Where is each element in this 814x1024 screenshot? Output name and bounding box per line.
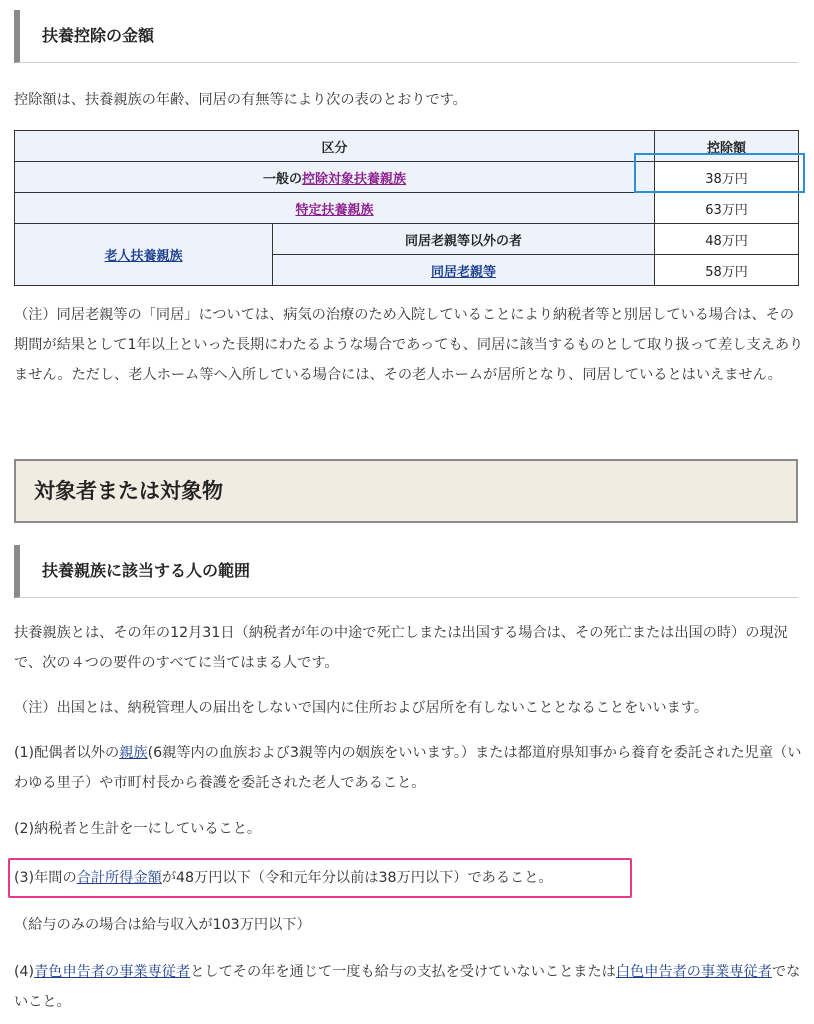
row-elderly-category (15, 224, 273, 286)
table-row (15, 193, 799, 224)
deduction-note-text: （注）同居老親等の「同居」については、病気の治療のため入院していることにより納税者等と別居している場合は、その期間が結果として1年以上といった長期にわたるような場合であっても、同居に該当するものとして取り扱って差し支えありません。ただし、老人ホーム等へ入所している場合には、その老人ホームが居所となり、同居しているとはいえません。 (14, 307, 804, 383)
scope-intro-text: 扶養親族とは、その年の12月31日（納税者が年の中途で死亡しまたは出国する場合は、その死亡または出国の時）の現況で、次の４つの要件のすべてに当てはまる人です。 (14, 625, 788, 671)
table-row (15, 224, 799, 255)
section-heading-deduction-amount: 扶養控除の金額 (14, 10, 798, 63)
highlight-box-income-requirement (8, 858, 632, 898)
row-general-prefix: 一般の (262, 171, 302, 187)
section-heading-target: 対象者または対象物 (14, 459, 798, 523)
link-elderly-dependent[interactable]: 老人扶養親族 (104, 249, 183, 264)
requirement-3: (3)年間の合計所得金額が48万円以下（令和元年分以前は38万円以下）であること。 (14, 870, 553, 886)
requirement-2: (2)納税者と生計を一にしていること。 (14, 821, 262, 837)
amount-general: 38万円 (655, 162, 799, 193)
requirement-4: (4)青色申告者の事業専従者としてその年を通じて一度も給与の支払を受けていないことまたは白色申告者の事業専従者でないこと。 (14, 964, 801, 1010)
link-relatives[interactable]: 親族 (119, 745, 148, 761)
amount-elderly-non-cohabiting: 48万円 (655, 224, 799, 255)
row-elderly-non-cohabiting: 同居老親等以外の者 (273, 224, 655, 255)
link-blue-return-family-employee[interactable]: 青色申告者の事業専従者 (34, 964, 191, 980)
header-amount: 控除額 (655, 131, 799, 162)
amount-elderly-cohabiting: 58万円 (655, 255, 799, 286)
salary-only-note: （給与のみの場合は給与収入が103万円以下） (14, 917, 311, 933)
highlight-box-38man (634, 153, 805, 193)
amount-specific: 63万円 (655, 193, 799, 224)
deduction-intro-text: 控除額は、扶養親族の年齢、同居の有無等により次の表のとおりです。 (14, 92, 467, 108)
departure-note-text: （注）出国とは、納税管理人の届出をしないで国内に住所および居所を有しないこととなることをいいます。 (14, 700, 709, 716)
link-total-income[interactable]: 合計所得金額 (76, 870, 162, 886)
row-elderly-cohabiting (273, 255, 655, 286)
link-white-return-family-employee[interactable]: 白色申告者の事業専従者 (615, 964, 772, 980)
header-category: 区分 (15, 131, 655, 162)
link-cohabiting-elderly-parent[interactable]: 同居老親等 (431, 264, 497, 280)
section-heading-dependent-scope: 扶養親族に該当する人の範囲 (14, 545, 798, 598)
row-specific-category (15, 193, 655, 224)
link-specific-dependent[interactable]: 特定扶養親族 (295, 202, 374, 218)
link-qualified-dependent[interactable]: 控除対象扶養親族 (302, 171, 407, 187)
row-general-category (15, 162, 655, 193)
requirement-1: (1)配偶者以外の親族(6親等内の血族および3親等内の姻族をいいます。）または都道府県知事から養育を委託された児童（いわゆる里子）や市町村長から養護を委託された老人であること。 (14, 745, 802, 791)
